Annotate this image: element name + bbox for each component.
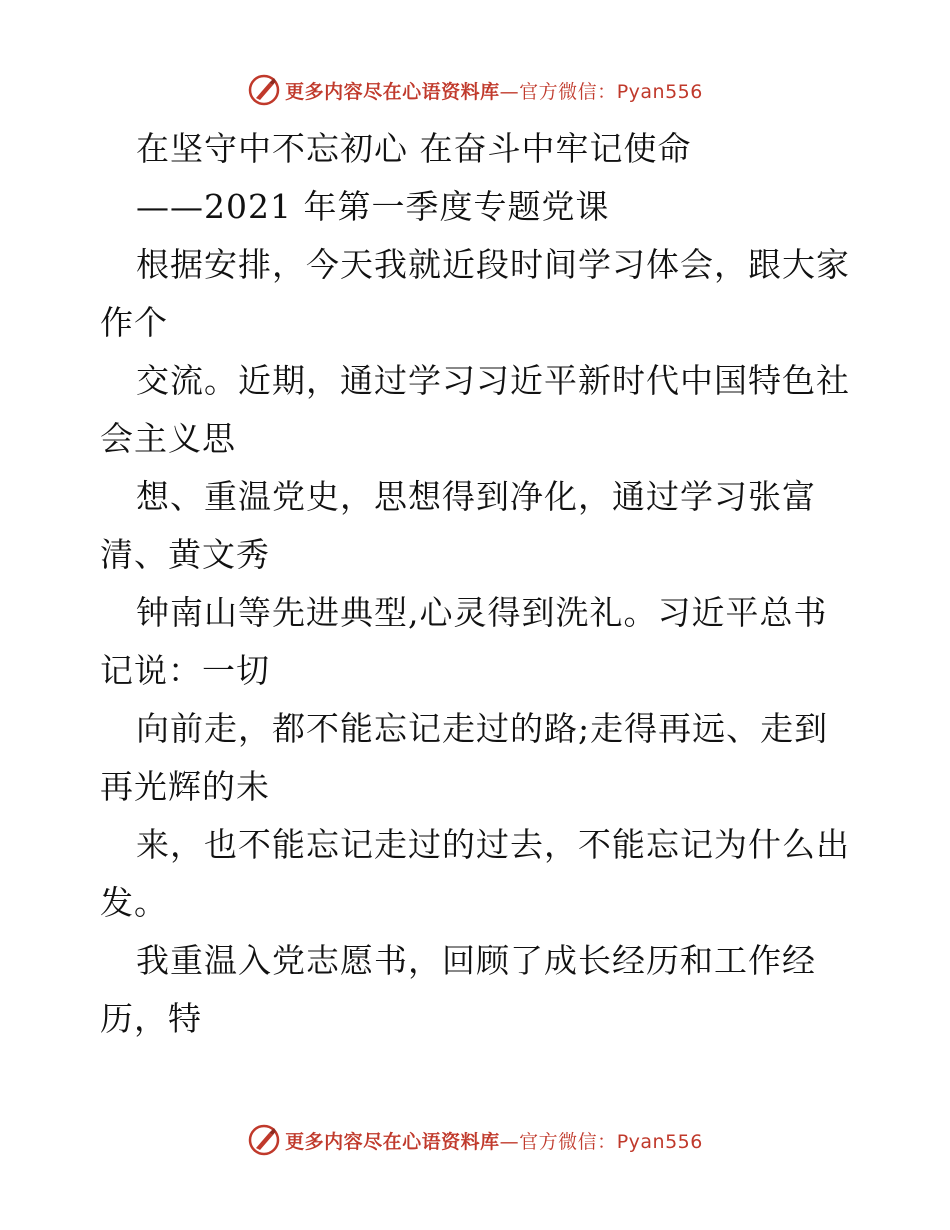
text-line: 想、重温党史，思想得到净化，通过学习张富 [136, 477, 816, 516]
text-line: 再光辉的未 [100, 767, 270, 806]
header-separator: — [499, 80, 520, 103]
footer-banner-text [285, 1127, 703, 1154]
text-line: 清、黄文秀 [100, 535, 270, 574]
header-brand: 更多内容尽在心语资料库 [285, 80, 500, 103]
text-line: 历，特 [100, 999, 202, 1038]
document-body [100, 120, 880, 1048]
footer-separator: — [499, 1130, 520, 1153]
document-subtitle: ——2021 年第一季度专题党课 [136, 187, 610, 226]
text-line: 来，也不能忘记走过的过去，不能忘记为什么出 [136, 825, 850, 864]
text-line: 钟南山等先进典型,心灵得到洗礼。习近平总书 [136, 593, 828, 632]
text-line: 记说：一切 [100, 651, 270, 690]
text-line: 我重温入党志愿书，回顾了成长经历和工作经 [136, 941, 816, 980]
text-line: 交流。近期，通过学习习近平新时代中国特色社 [136, 361, 850, 400]
text-line: 会主义思 [100, 419, 236, 458]
footer-wechat-id: Pyan556 [616, 1130, 703, 1153]
text-line: 向前走，都不能忘记走过的路;走得再远、走到 [136, 709, 829, 748]
text-line: 根据安排，今天我就近段时间学习体会，跟大家 [136, 245, 850, 284]
quill-logo-icon [247, 1123, 281, 1157]
header-wechat-label: 官方微信： [519, 80, 617, 103]
text-line: 作个 [100, 303, 168, 342]
quill-logo-icon [247, 73, 281, 107]
footer-banner [0, 1120, 950, 1160]
header-banner [0, 70, 950, 110]
header-banner-text [285, 77, 703, 104]
footer-wechat-label: 官方微信： [519, 1130, 617, 1153]
header-wechat-id: Pyan556 [616, 80, 703, 103]
document-paragraphs [100, 236, 880, 1048]
text-line: 发。 [100, 883, 168, 922]
document-title: 在坚守中不忘初心 在奋斗中牢记使命 [136, 129, 692, 168]
footer-brand: 更多内容尽在心语资料库 [285, 1130, 500, 1153]
